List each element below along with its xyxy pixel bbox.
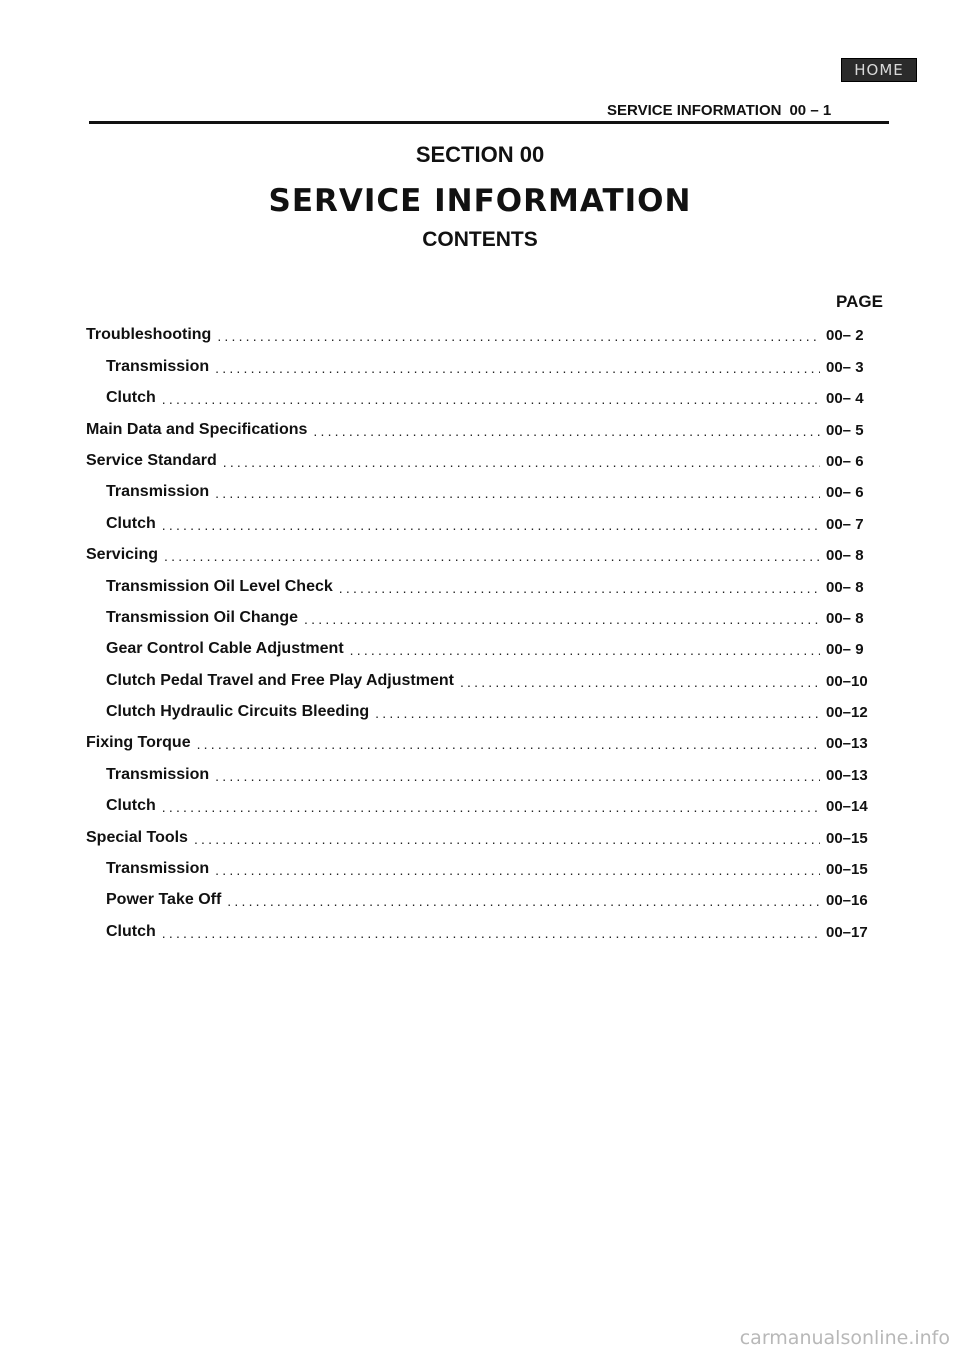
toc-entry-page: 00–12 xyxy=(826,704,868,722)
toc-entry-page: 00– 8 xyxy=(826,547,864,565)
dot-leader xyxy=(162,799,820,815)
toc-entry-page: 00–16 xyxy=(826,892,868,910)
toc-entry-title: Fixing Torque xyxy=(86,734,191,752)
toc-entry-title: Gear Control Cable Adjustment xyxy=(106,640,344,658)
dot-leader xyxy=(339,580,820,596)
contents-heading: CONTENTS xyxy=(422,228,538,251)
table-of-contents xyxy=(86,313,882,941)
toc-entry-title: Clutch xyxy=(106,389,156,407)
dot-leader xyxy=(162,391,820,407)
toc-entry[interactable] xyxy=(86,815,882,846)
dot-leader xyxy=(215,485,820,501)
toc-entry[interactable] xyxy=(86,878,882,909)
toc-entry-page: 00– 4 xyxy=(826,390,864,408)
toc-entry-page: 00– 6 xyxy=(826,484,864,502)
toc-entry-title: Clutch xyxy=(106,797,156,815)
toc-entry-page: 00– 2 xyxy=(826,327,864,345)
toc-entry-title: Clutch xyxy=(106,514,156,532)
toc-entry[interactable] xyxy=(86,690,882,721)
toc-entry-page: 00– 5 xyxy=(826,421,864,439)
page-column-label: PAGE xyxy=(836,292,883,311)
running-header xyxy=(607,102,877,119)
toc-entry-title: Transmission xyxy=(106,765,210,783)
toc-entry-page: 00– 8 xyxy=(826,578,864,596)
toc-entry-page: 00–13 xyxy=(826,766,868,784)
home-button[interactable] xyxy=(841,58,917,82)
home-button-label: HOME xyxy=(854,61,904,79)
toc-entry[interactable] xyxy=(86,627,882,658)
toc-entry-page: 00–15 xyxy=(826,861,868,879)
dot-leader xyxy=(162,925,820,941)
toc-entry-page: 00– 6 xyxy=(826,452,864,470)
section-number: SECTION 00 xyxy=(415,142,545,167)
toc-entry-title: Troubleshooting xyxy=(86,326,212,344)
dot-leader xyxy=(162,517,820,533)
toc-entry-title: Special Tools xyxy=(86,828,188,846)
toc-entry-title: Transmission Oil Level Check xyxy=(106,577,333,595)
toc-entry[interactable] xyxy=(86,376,882,407)
toc-entry-page: 00–10 xyxy=(826,672,868,690)
toc-entry[interactable] xyxy=(86,439,882,470)
toc-entry[interactable] xyxy=(86,407,882,438)
toc-entry-title: Clutch Pedal Travel and Free Play Adjustment xyxy=(106,671,454,689)
dot-leader xyxy=(217,328,820,344)
dot-leader xyxy=(375,705,820,721)
dot-leader xyxy=(350,642,820,658)
toc-entry-page: 00– 9 xyxy=(826,641,864,659)
toc-entry-title: Transmission xyxy=(106,483,210,501)
dot-leader xyxy=(460,674,820,690)
toc-entry-page: 00–15 xyxy=(826,829,868,847)
toc-entry[interactable] xyxy=(86,909,882,940)
toc-entry-title: Service Standard xyxy=(86,451,217,469)
toc-entry[interactable] xyxy=(86,470,882,501)
dot-leader xyxy=(227,893,820,909)
dot-leader xyxy=(215,862,820,878)
dot-leader xyxy=(197,736,820,752)
toc-entry-page: 00– 7 xyxy=(826,515,864,533)
toc-entry-title: Transmission xyxy=(106,357,210,375)
toc-entry-page: 00– 3 xyxy=(826,358,864,376)
running-header-title: SERVICE INFORMATION xyxy=(607,102,782,119)
dot-leader xyxy=(313,423,820,439)
header-rule xyxy=(89,121,889,124)
toc-entry[interactable] xyxy=(86,721,882,752)
dot-leader xyxy=(215,360,820,376)
toc-entry[interactable] xyxy=(86,344,882,375)
toc-entry[interactable] xyxy=(86,784,882,815)
toc-entry[interactable] xyxy=(86,658,882,689)
toc-entry-page: 00– 8 xyxy=(826,609,864,627)
running-header-page: 00 – 1 xyxy=(789,102,832,119)
toc-entry[interactable] xyxy=(86,847,882,878)
toc-entry-page: 00–14 xyxy=(826,798,868,816)
toc-entry[interactable] xyxy=(86,596,882,627)
dot-leader xyxy=(223,454,820,470)
dot-leader xyxy=(304,611,820,627)
dot-leader xyxy=(215,768,820,784)
page-title: SERVICE INFORMATION xyxy=(268,183,692,219)
toc-entry[interactable] xyxy=(86,752,882,783)
toc-entry-title: Transmission xyxy=(106,860,210,878)
toc-entry-title: Transmission Oil Change xyxy=(106,608,299,626)
watermark-text: carmanualsonline.info xyxy=(739,1327,950,1349)
toc-entry-title: Clutch xyxy=(106,922,156,940)
toc-entry-title: Servicing xyxy=(86,546,159,564)
toc-entry[interactable] xyxy=(86,533,882,564)
toc-entry[interactable] xyxy=(86,313,882,344)
toc-entry-title: Main Data and Specifications xyxy=(86,420,308,438)
dot-leader xyxy=(194,831,820,847)
toc-entry-page: 00–13 xyxy=(826,735,868,753)
dot-leader xyxy=(164,548,820,564)
toc-entry-title: Clutch Hydraulic Circuits Bleeding xyxy=(106,703,370,721)
toc-entry[interactable] xyxy=(86,501,882,532)
toc-entry[interactable] xyxy=(86,564,882,595)
toc-entry-title: Power Take Off xyxy=(106,891,222,909)
toc-entry-page: 00–17 xyxy=(826,923,868,941)
